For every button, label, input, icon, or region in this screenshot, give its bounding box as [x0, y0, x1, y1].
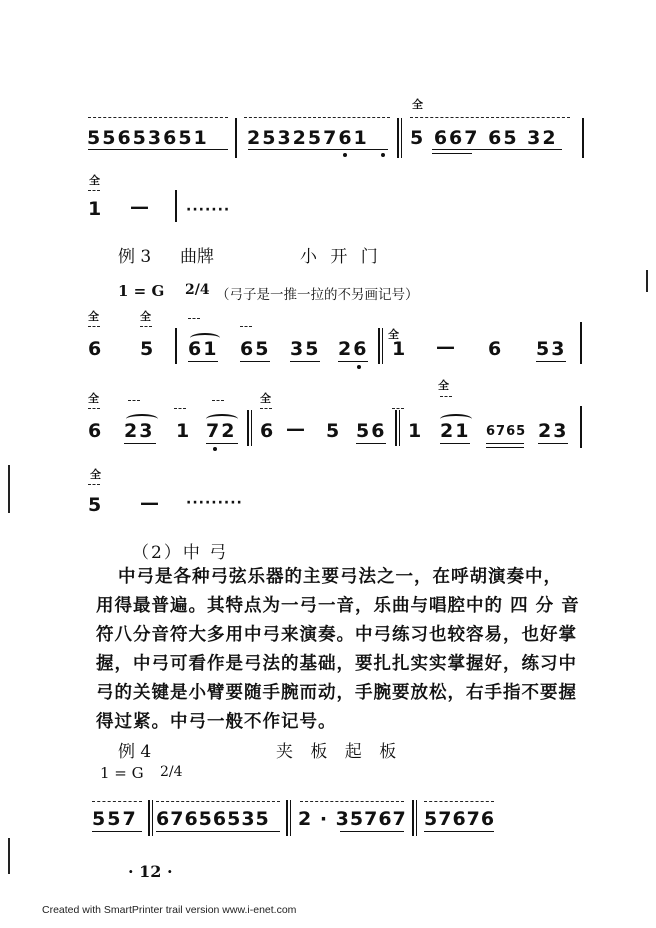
octave-dot — [381, 153, 385, 157]
barline — [582, 118, 584, 158]
note-pair: 72 — [206, 420, 237, 442]
note: 6 — [488, 338, 504, 360]
paragraph-line: 用得最普遍。其特点为一弓一音，乐曲与唱腔中的 四 分 音 — [96, 596, 580, 616]
bow-mark-line — [240, 326, 252, 327]
key-signature: 1 = G — [100, 764, 144, 782]
example-title: 夹 板 起 板 — [276, 742, 403, 762]
note: 5 — [140, 338, 156, 360]
barline — [175, 328, 177, 364]
ending-dash: — — [130, 196, 151, 218]
barline — [416, 800, 417, 836]
underline — [432, 149, 562, 150]
underline — [440, 443, 470, 444]
underline — [240, 361, 270, 362]
note-pair: 23 — [538, 420, 569, 442]
note: 1 — [408, 420, 424, 442]
underline — [424, 831, 494, 832]
quan-mark: 全 — [438, 379, 449, 392]
barline — [247, 410, 249, 446]
bow-mark-line — [440, 396, 452, 397]
underline — [538, 443, 568, 444]
example-title: 小 开 门 — [300, 247, 382, 267]
bow-mark-line — [156, 801, 280, 802]
bow-mark-line — [88, 117, 228, 118]
note-pair: 65 — [240, 338, 271, 360]
bow-mark-line — [188, 318, 200, 319]
note: 5 — [88, 494, 104, 516]
underline — [206, 443, 238, 444]
bow-mark-line — [244, 117, 390, 118]
note-group: 6765 — [486, 424, 527, 439]
underline — [338, 361, 368, 362]
barline — [235, 118, 237, 158]
bow-mark-line — [140, 326, 152, 327]
continuation-dots: ······· — [186, 202, 231, 218]
underline — [486, 447, 524, 448]
bow-mark-line — [212, 400, 224, 401]
note: 1 — [176, 420, 192, 442]
barline — [382, 328, 383, 364]
quan-mark: 全 — [412, 98, 423, 111]
bow-mark-line — [260, 408, 272, 409]
bow-mark-line — [424, 801, 494, 802]
dash: — — [286, 418, 307, 440]
underline — [88, 149, 228, 150]
measure-1: 557 — [92, 808, 138, 830]
dash: — — [436, 336, 457, 358]
footer-watermark: Created with SmartPrinter trail version www.i-enet.com — [42, 904, 297, 916]
underline — [124, 443, 156, 444]
key-signature: 1 = G — [118, 282, 165, 300]
paragraph-line: 握，中弓可看作是弓法的基础，要扎扎实实掌握好，练习中 — [96, 654, 577, 674]
measure-2: 67656535 — [156, 808, 270, 830]
octave-dot — [357, 365, 361, 369]
barline — [286, 800, 288, 836]
barline — [412, 800, 414, 836]
note-pair: 21 — [440, 420, 471, 442]
measure-2: 25325761 — [247, 127, 369, 149]
ending-note: 1 — [88, 198, 104, 220]
paragraph-line: 符八分音符大多用中弓来演奏。中弓练习也较容易，也好掌 — [96, 625, 577, 645]
bow-mark-line — [88, 408, 100, 409]
underline — [248, 149, 388, 150]
bow-mark-line — [92, 801, 142, 802]
underline — [92, 831, 142, 832]
barline — [152, 800, 153, 836]
barline — [148, 800, 150, 836]
underline — [340, 831, 404, 832]
underline — [356, 443, 386, 444]
underline — [432, 153, 472, 154]
time-signature: 2/4 — [185, 282, 210, 298]
page-edge-mark — [8, 465, 10, 513]
quan-mark: 全 — [388, 328, 399, 341]
bow-mark-line — [392, 408, 404, 409]
page-number: · 12 · — [128, 862, 173, 881]
note-pair: 35 — [290, 338, 321, 360]
underline — [486, 443, 524, 444]
continuation-dots: ········· — [186, 495, 243, 511]
bow-mark-line — [88, 326, 100, 327]
barline — [251, 410, 252, 446]
barline — [580, 322, 582, 364]
barline — [378, 328, 380, 364]
quan-mark: 全 — [260, 392, 271, 405]
example-label: 例 4 — [118, 742, 152, 762]
quan-mark: 全 — [88, 392, 99, 405]
note: 6 — [88, 338, 104, 360]
underline — [536, 361, 566, 362]
octave-dot — [343, 153, 347, 157]
octave-dot — [213, 447, 217, 451]
time-signature: 2/4 — [160, 764, 183, 780]
example-label: 例 3 — [118, 247, 152, 267]
barline — [290, 800, 291, 836]
section-heading: （2）中 弓 — [132, 543, 229, 563]
page-edge-mark — [8, 838, 10, 874]
note-pair: 56 — [356, 420, 387, 442]
measure-3: 5 667 65 32 — [410, 127, 558, 149]
bow-mark-line — [174, 408, 186, 409]
bow-mark-line — [410, 117, 570, 118]
underline — [156, 831, 280, 832]
barline — [397, 118, 399, 158]
barline — [175, 190, 177, 222]
paragraph-line: 中弓是各种弓弦乐器的主要弓法之一，在呼胡演奏中， — [118, 567, 562, 587]
quan-mark: 全 — [88, 310, 99, 323]
note: 6 — [260, 420, 276, 442]
quan-mark: 全 — [89, 174, 100, 187]
performance-note: （弓子是一推一拉的不另画记号） — [216, 287, 419, 303]
note-pair: 61 — [188, 338, 219, 360]
note: 6 — [88, 420, 104, 442]
page-edge-mark — [646, 270, 648, 292]
barline — [401, 118, 402, 158]
barline — [399, 410, 400, 446]
bow-mark-line — [88, 190, 100, 191]
underline — [188, 361, 218, 362]
bow-mark-line — [300, 801, 404, 802]
note-pair: 53 — [536, 338, 567, 360]
paragraph-line: 弓的关键是小臂要随手腕而动，手腕要放松，右手指不要握 — [96, 683, 577, 703]
measure-1: 55653651 — [87, 127, 209, 149]
note: 1 — [392, 338, 408, 360]
barline — [580, 406, 582, 448]
example-category: 曲牌 — [180, 247, 214, 267]
measure-4: 57676 — [424, 808, 496, 830]
note: 5 — [326, 420, 342, 442]
bow-mark-line — [88, 484, 100, 485]
underline — [290, 361, 320, 362]
quan-mark: 全 — [140, 310, 151, 323]
measure-3: 2 · 35767 — [298, 808, 407, 830]
note-pair: 26 — [338, 338, 369, 360]
quan-mark: 全 — [90, 468, 101, 481]
note-pair: 23 — [124, 420, 155, 442]
bow-mark-line — [128, 400, 140, 401]
barline — [395, 410, 397, 446]
paragraph-line: 得过紧。中弓一般不作记号。 — [96, 712, 337, 732]
dash: — — [140, 492, 161, 514]
